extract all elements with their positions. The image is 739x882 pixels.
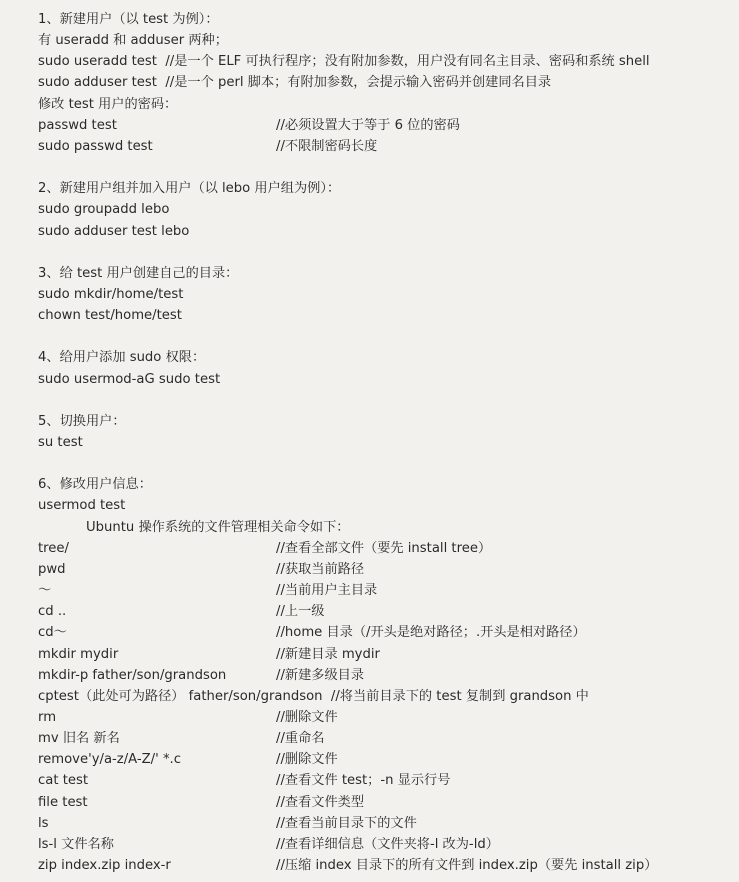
line-text: sudo adduser test lebo bbox=[38, 223, 190, 239]
doc-line bbox=[38, 94, 177, 115]
comment-text: //必须设置大于等于 6 位的密码 bbox=[276, 117, 460, 133]
comment-text: //压缩 index 目录下的所有文件到 index.zip（要先 install zip） bbox=[276, 858, 658, 873]
comment-text: //删除文件 bbox=[276, 752, 338, 768]
comment-text: //是一个 ELF 可执行程序；没有附加参数，用户没有同名主目录、密码和系统 shell bbox=[165, 54, 650, 70]
doc-line bbox=[38, 369, 220, 390]
line-text: 修改 test 用户的密码： bbox=[38, 96, 178, 112]
doc-line bbox=[38, 813, 417, 834]
doc-line bbox=[38, 432, 83, 453]
doc-line bbox=[86, 517, 349, 538]
comment-text: //获取当前路径 bbox=[276, 561, 365, 577]
line-text: sudo groupadd lebo bbox=[38, 202, 170, 218]
command-text: cd～ bbox=[38, 625, 67, 641]
doc-line bbox=[38, 601, 325, 622]
command-text: cptest（此处可为路径） father/son/grandson bbox=[38, 688, 323, 704]
doc-line bbox=[38, 707, 338, 728]
comment-text: //新建多级目录 bbox=[276, 667, 365, 683]
comment-text: //不限制密码长度 bbox=[276, 138, 378, 154]
doc-line bbox=[38, 221, 189, 242]
doc-line bbox=[38, 622, 586, 643]
section-heading: 5、切换用户： bbox=[38, 413, 126, 429]
comment-text: //查看文件类型 bbox=[276, 794, 365, 810]
comment-text: //上一级 bbox=[276, 604, 325, 620]
comment-text: //查看详细信息（文件夹将-l 改为-ld） bbox=[276, 836, 499, 852]
section-heading: 1、新建用户（以 test 为例）： bbox=[38, 12, 219, 27]
doc-line bbox=[38, 644, 380, 665]
command-text: remove'y/a-z/A-Z/' *.c bbox=[38, 752, 181, 768]
doc-line bbox=[38, 559, 365, 580]
doc-line bbox=[38, 580, 378, 601]
command-text: sudo adduser test bbox=[38, 75, 157, 91]
doc-line bbox=[38, 749, 338, 770]
command-text: sudo passwd test bbox=[38, 138, 153, 154]
line-text: 有 useradd 和 adduser 两种； bbox=[38, 33, 228, 49]
section-heading: 6、修改用户信息： bbox=[38, 477, 152, 493]
doc-line bbox=[38, 30, 228, 51]
doc-line bbox=[38, 728, 325, 749]
doc-line bbox=[38, 834, 499, 855]
doc-line bbox=[38, 305, 182, 326]
command-text: mkdir-p father/son/grandson bbox=[38, 667, 227, 683]
line-text: Ubuntu 操作系统的文件管理相关命令如下： bbox=[86, 519, 350, 535]
line-text: su test bbox=[38, 435, 83, 450]
command-text: rm bbox=[38, 709, 57, 725]
line-text: sudo mkdir/home/test bbox=[38, 286, 184, 302]
doc-line bbox=[38, 495, 125, 516]
command-text: file test bbox=[38, 794, 88, 810]
doc-line bbox=[38, 792, 365, 813]
doc-line bbox=[38, 686, 589, 707]
comment-text: //重命名 bbox=[276, 731, 325, 747]
command-text: mkdir mydir bbox=[38, 646, 119, 662]
doc-line bbox=[38, 115, 460, 136]
comment-text: //当前用户主目录 bbox=[276, 583, 378, 599]
comment-text: //新建目录 mydir bbox=[276, 646, 380, 662]
command-text: mv 旧名 新名 bbox=[38, 731, 120, 747]
comment-text: //查看全部文件（要先 install tree） bbox=[276, 540, 492, 556]
doc-line bbox=[38, 72, 551, 93]
comment-text: //删除文件 bbox=[276, 709, 338, 725]
doc-line bbox=[38, 284, 183, 305]
command-text: ls-l 文件名称 bbox=[38, 836, 114, 852]
command-text: pwd bbox=[38, 561, 66, 577]
line-text: usermod test bbox=[38, 498, 126, 514]
comment-text: //查看当前目录下的文件 bbox=[276, 815, 417, 831]
line-text: sudo usermod-aG sudo test bbox=[38, 371, 221, 387]
line-text: chown test/home/test bbox=[38, 308, 182, 324]
comment-text: //是一个 perl 脚本；有附加参数，会提示输入密码并创建同名目录 bbox=[165, 75, 552, 91]
doc-line bbox=[38, 538, 492, 559]
command-text: ～ bbox=[38, 583, 52, 599]
command-text: cat test bbox=[38, 773, 89, 789]
doc-line bbox=[38, 855, 658, 876]
comment-text: //查看文件 test；-n 显示行号 bbox=[276, 773, 451, 789]
command-text: zip index.zip index-r bbox=[38, 858, 171, 873]
command-text: passwd test bbox=[38, 117, 117, 133]
command-text: ls bbox=[38, 815, 49, 831]
command-text: cd .. bbox=[38, 604, 67, 620]
doc-line bbox=[38, 136, 378, 157]
section-heading: 3、给 test 用户创建自己的目录： bbox=[38, 265, 239, 281]
doc-line bbox=[38, 770, 451, 791]
doc-line bbox=[38, 665, 365, 686]
comment-text: //home 目录（/开头是绝对路径；.开头是相对路径） bbox=[276, 625, 586, 641]
command-text: tree/ bbox=[38, 540, 69, 556]
command-text: sudo useradd test bbox=[38, 54, 157, 70]
comment-text: //将当前目录下的 test 复制到 grandson 中 bbox=[330, 688, 589, 704]
section-heading: 4、给用户添加 sudo 权限： bbox=[38, 350, 206, 366]
doc-line bbox=[38, 199, 169, 220]
doc-line bbox=[38, 51, 650, 72]
section-heading: 2、新建用户组并加入用户（以 lebo 用户组为例）： bbox=[38, 181, 341, 197]
